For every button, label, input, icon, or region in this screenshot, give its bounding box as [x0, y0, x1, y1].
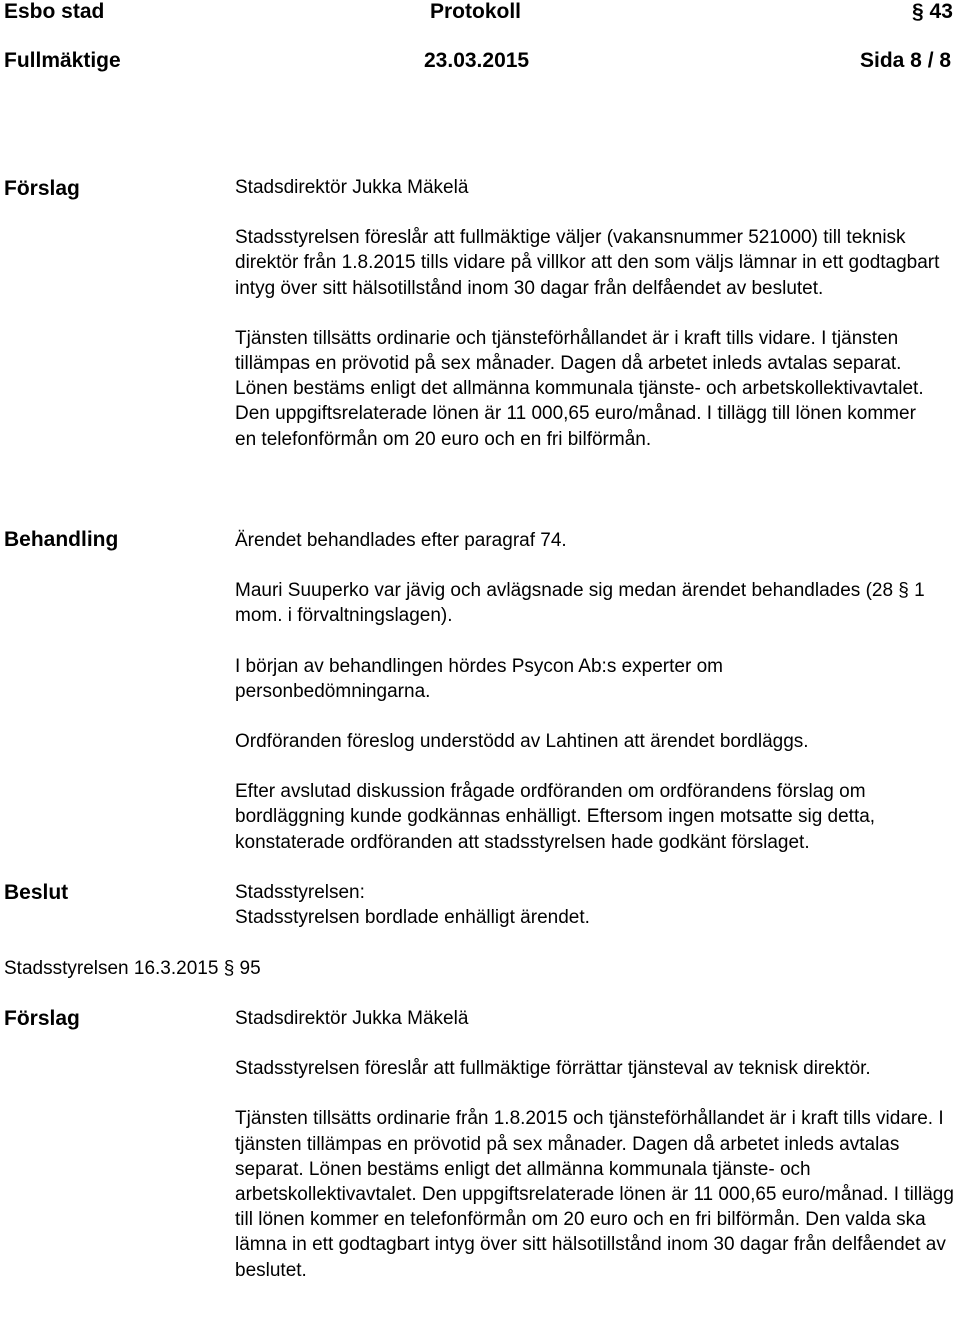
section-label-forslag: Förslag [4, 177, 80, 200]
behandling-paragraph-5: Efter avslutad diskussion frågade ordföranden om ordförandens förslag om bordläggning kunde godkännas enhälligt. Eftersom ingen motsatte sig detta, konstaterade ordföranden att stadsstyrelsen hade godkänt förslaget. [235, 781, 876, 853]
header-page-number [912, 0, 953, 24]
beslut-line-2: Stadsstyrelsen bordlade enhälligt ärendet. [235, 907, 590, 929]
forslag-1-signer: Stadsdirektör Jukka Mäkelä [235, 177, 469, 198]
header-page-range: Sida 8 / 8 [860, 49, 952, 72]
section-label-beslut: Beslut [4, 881, 69, 904]
forslag-2-paragraph-1: Stadsstyrelsen föreslår att fullmäktige förrättar tjänsteval av teknisk direktör. [235, 1058, 871, 1080]
forslag-1-paragraph-2: Tjänsten tillsätts ordinarie och tjänsteförhållandet är i kraft tills vidare. I tjänsten tillämpas en prövotid på sex månader. Dagen då arbetet inleds avtalas separat. Lönen bestäms enligt det allmänna kommunala tjänste- och arbetskollektivavtalet. Den uppgiftsrelaterade lönen är 11 000,65 euro/månad. I tillägg till lönen kommer en telefonförmån om 20 euro och en fri bilförmån. [235, 327, 924, 450]
forslag-2-content [235, 1006, 960, 1283]
behandling-paragraph-4: Ordföranden föreslog understödd av Lahtinen att ärendet bordläggs. [235, 731, 809, 753]
forslag-1-paragraph [235, 225, 960, 301]
forslag-1-content [235, 175, 960, 452]
behandling-paragraph-2: Mauri Suuperko var jävig och avlägsnade sig medan ärendet behandlades (28 § 1 mom. i förvaltningslagen). [235, 580, 925, 627]
header-doc-type: Protokoll [430, 0, 522, 23]
forslag-2-paragraph-2: Tjänsten tillsätts ordinarie från 1.8.2015 och tjänsteförhållandet är i kraft tills vidare. I tjänsten tillämpas en prövotid på sex månader. Dagen då arbetet inleds avtalas separat. Lönen bestäms enligt det allmänna kommunala tjänste- och arbetskollektivavtalet. Den uppgiftsrelaterade lönen är 11 000,65 euro/månad. I tillägg till lönen kommer en telefonförmån om 20 euro och en fri bilförmån. Den valda ska lämna in ett godtagbart intyg över sitt hälsotillstånd inom 30 dagar från delfåendet av beslutet. [235, 1108, 954, 1281]
reference-line: Stadsstyrelsen 16.3.2015 § 95 [4, 958, 261, 979]
header-page-no: 43 [929, 0, 953, 23]
section-label-behandling: Behandling [4, 528, 119, 551]
section-label-forslag-2: Förslag [4, 1007, 80, 1030]
forslag-1-p1-lead: Stadsstyrelsen föreslår att fullmäktige väljer (vakansnummer 521000) till teknisk direktör från 1.8.2015 tills vidare på villkor att den som väljs lämnar in ett godtagbart intyg över sitt hälsotillstånd inom 30 dagar från delfåendet av beslutet. [235, 227, 940, 299]
header-body: Fullmäktige [4, 49, 121, 72]
behandling-paragraph-1: Ärendet behandlades efter paragraf 74. [235, 530, 567, 551]
header-org: Esbo stad [4, 0, 105, 23]
beslut-line-1: Stadsstyrelsen: [235, 882, 365, 903]
header-date: 23.03.2015 [424, 49, 530, 72]
section-sign-icon: § [912, 0, 924, 23]
behandling-content [235, 528, 960, 855]
behandling-paragraph-3: I början av behandlingen hördes Psycon Ab:s experter om personbedömningarna. [235, 655, 723, 702]
forslag-2-signer: Stadsdirektör Jukka Mäkelä [235, 1008, 469, 1029]
beslut-content [235, 880, 960, 930]
